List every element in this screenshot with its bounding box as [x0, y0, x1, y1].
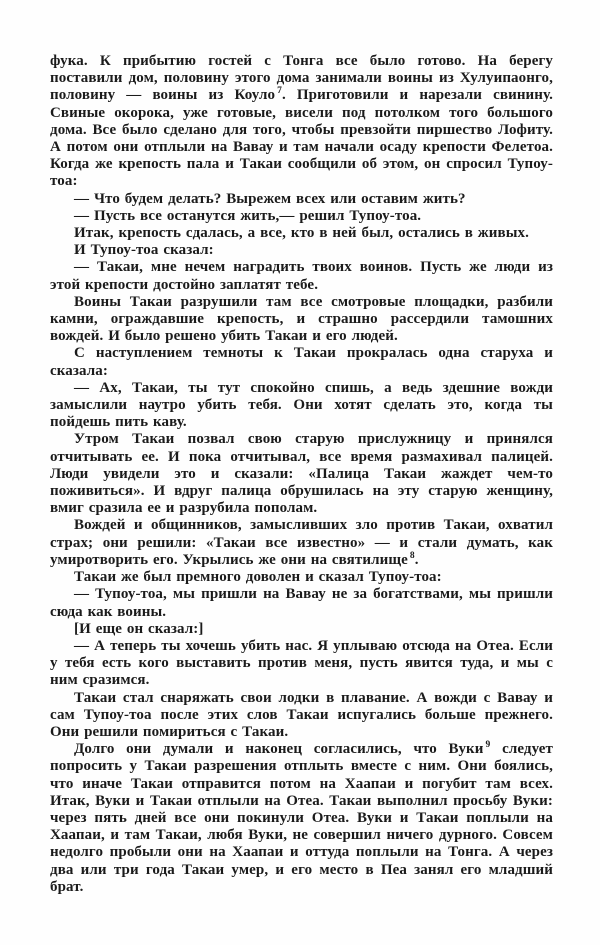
- footnote-marker: 9: [485, 740, 491, 751]
- paragraph: — А теперь ты хочешь убить нас. Я уплываю отсюда на Отеа. Если у тебя есть кого выставить против меня, пусть явится туда, и мы с ним сразимся.: [50, 637, 553, 689]
- paragraph: [И еще он сказал:]: [74, 620, 204, 637]
- paragraph: Утром Такаи позвал свою старую прислужницу и принялся отчитывать ее. И пока отчитывал, все время размахивал палицей. Люди увидели это и сказали: «Палица Такаи жаждет чем-то поживиться». И вдруг палица обрушилась на эту старую женщину, вмиг сразила ее и разрубила пополам.: [50, 431, 553, 517]
- paragraph: Итак, крепость сдалась, а все, кто в ней был, остались в живых.: [74, 225, 529, 242]
- paragraph: — Что будем делать? Вырежем всех или оставим жить?: [74, 190, 466, 207]
- paragraph: Такаи же был премного доволен и сказал Тупоу-тоа:: [74, 569, 442, 586]
- paragraph: И Тупоу-тоа сказал:: [74, 242, 214, 259]
- paragraph: — Ах, Такаи, ты тут спокойно спишь, а ведь здешние вожди замыслили наутро убить тебя. Они хотят сделать это, когда ты пойдешь пить каву.: [50, 379, 553, 431]
- page-text: [50, 53, 553, 896]
- paragraph: Долго они думали и наконец согласились, что Вуки $^9$ следует попросить у Такаи разрешения отплыть вместе с ним. Они боялись, что иначе Такаи отправится потом на Хаапаи и погубит там всех. Итак, Вуки и Такаи отплыли на Отеа. Такаи выполнил просьбу Вуки: через пять дней все они покинули Отеа. Вуки и Такаи поплыли на Хаапаи, и там Такаи, любя Вуки, не совершил ничего дурного. Совсем недолго пробыли они на Хаапаи и оттуда поплыли на Тонга. А через два или три года Такаи умер, и его место в Пеа занял его младший брат.: [50, 740, 553, 895]
- paragraph: Вождей и общинников, замысливших зло против Такаи, охватил страх; они решили: «Такаи все известно» — и стали думать, как умиротворить его. Укрылись же они на святилище $^8$.: [50, 517, 553, 568]
- paragraph: Воины Такаи разрушили там все смотровые площадки, разбили камни, ограждавшие крепость, и страшно рассердили тамошних вождей. И было решено убить Такаи и его людей.: [50, 293, 553, 345]
- footnote-marker: 7: [277, 86, 282, 97]
- paragraph: — Пусть все останутся жить,— решил Тупоу-тоа.: [74, 207, 422, 224]
- paragraph: — Тупоу-тоа, мы пришли на Вавау не за богатствами, мы пришли сюда как воины.: [50, 586, 553, 620]
- paragraph: фука. К прибытию гостей с Тонга все было готово. На берегу поставили дом, половину этого дома занимали воины из Хулуипаонго, половину — воины из Коуло $^7$. Приготовили и нарезали свинину. Свиные окорока, уже готовые, висели под потолком того большого дома. Все было сделано для того, чтобы превзойти пиршество Лофиту. А потом они отплыли на Вавау и там начали осаду крепости Фелетоа. Когда же крепость пала и Такаи сообщили об этом, он спросил Тупоу-тоа:: [50, 53, 553, 190]
- paragraph: С наступлением темноты к Такаи прокралась одна старуха и сказала:: [50, 345, 553, 379]
- paragraph: — Такаи, мне нечем наградить твоих воинов. Пусть же люди из этой крепости достойно заплатят тебе.: [50, 259, 553, 293]
- footnote-marker: 8: [409, 550, 415, 561]
- paragraph: Такаи стал снаряжать свои лодки в плавание. А вожди с Вавау и сам Тупоу-тоа после этих слов Такаи испугались больше прежнего. Они решили помириться с Такаи.: [50, 689, 553, 740]
